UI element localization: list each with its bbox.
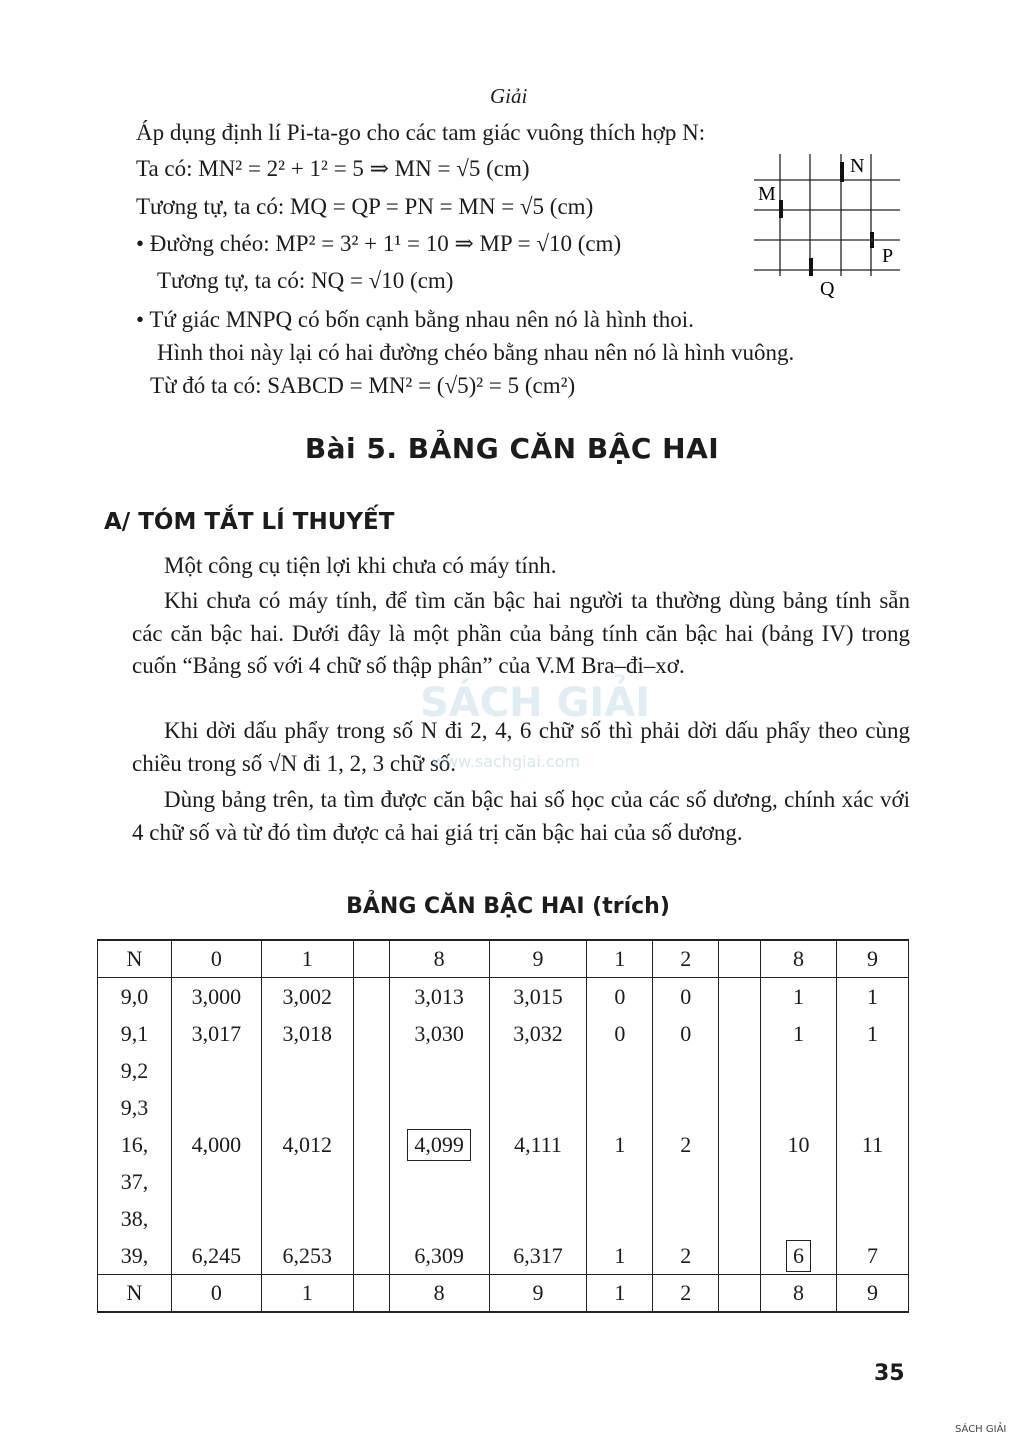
table-cell xyxy=(587,1163,653,1200)
table-cell: 3,030 xyxy=(389,1015,489,1052)
table-cell: 4,000 xyxy=(171,1126,261,1163)
table-cell: 3,018 xyxy=(261,1015,353,1052)
table-cell xyxy=(353,1163,389,1200)
table-cell xyxy=(261,1052,353,1089)
table-cell: 3,013 xyxy=(389,978,489,1016)
table-cell xyxy=(653,1052,719,1089)
table-cell xyxy=(489,1163,587,1200)
table-footer-cell: 9 xyxy=(489,1275,587,1313)
table-footer-cell xyxy=(719,1275,761,1313)
table-cell xyxy=(653,1089,719,1126)
solution-line-1: Áp dụng định lí Pi-ta-go cho các tam giác vuông thích hợp N: xyxy=(136,120,706,145)
table-cell xyxy=(719,1052,761,1089)
table-cell: 0 xyxy=(653,1015,719,1052)
table-cell xyxy=(389,1052,489,1089)
table-cell: 0 xyxy=(587,978,653,1016)
table-footer-cell: 2 xyxy=(653,1275,719,1313)
table-cell xyxy=(171,1089,261,1126)
table-cell xyxy=(719,1237,761,1275)
table-cell xyxy=(353,1089,389,1126)
watermark-url: www.sachgiai.com xyxy=(432,752,581,771)
table-footer-cell: 1 xyxy=(587,1275,653,1313)
table-cell: 1 xyxy=(837,1015,909,1052)
table-footer-cell xyxy=(353,1275,389,1313)
table-row xyxy=(98,1089,909,1126)
table-cell xyxy=(837,1200,909,1237)
table-row xyxy=(98,978,909,1016)
label-n: N xyxy=(850,155,865,177)
table-cell: 2 xyxy=(653,1126,719,1163)
paragraph-2: Khi chưa có máy tính, để tìm căn bậc hai người ta thường dùng bảng tính sẵn các căn bậc hai. Dưới đây là một phần của bảng tính căn bậc hai (bảng IV) trong cuốn “Bảng số với 4 chữ số thập phân” của V.M Bra–đi–xơ. xyxy=(132,588,910,678)
table-cell xyxy=(353,1126,389,1163)
table-cell xyxy=(353,1200,389,1237)
table-footer-cell: 8 xyxy=(389,1275,489,1313)
table-cell xyxy=(171,1052,261,1089)
table-cell xyxy=(353,978,389,1016)
grid-diagram xyxy=(750,152,910,302)
table-cell xyxy=(761,1200,837,1237)
table-cell: 2 xyxy=(653,1237,719,1275)
table-cell: 1 xyxy=(761,978,837,1016)
solution-line-8: Từ đó ta có: SABCD = MN² = (√5)² = 5 (cm²) xyxy=(150,373,576,398)
table-cell: 3,000 xyxy=(171,978,261,1016)
table-footer-cell: 8 xyxy=(761,1275,837,1313)
table-cell: 0 xyxy=(587,1015,653,1052)
paragraph-3: Khi dời dấu phẩy trong số N đi 2, 4, 6 chữ số thì phải dời dấu phẩy theo cùng chiều trong số √N đi 1, 2, 3 chữ số. xyxy=(132,718,910,776)
table-row xyxy=(98,1200,909,1237)
label-m: M xyxy=(758,183,776,205)
table-cell xyxy=(587,1052,653,1089)
table-cell: 9,2 xyxy=(98,1052,172,1089)
page-number: 35 xyxy=(874,1361,905,1386)
table-cell xyxy=(353,1052,389,1089)
table-header-cell: N xyxy=(98,940,172,978)
table-header-cell: 0 xyxy=(171,940,261,978)
table-header-cell: 1 xyxy=(261,940,353,978)
table-header-cell: 9 xyxy=(489,940,587,978)
table-cell xyxy=(261,1163,353,1200)
table-cell xyxy=(719,1126,761,1163)
table-cell xyxy=(761,1089,837,1126)
table-cell xyxy=(837,1052,909,1089)
table-footer-row xyxy=(98,1275,909,1313)
table-cell: 3,002 xyxy=(261,978,353,1016)
table-row xyxy=(98,1015,909,1052)
table-cell xyxy=(719,1089,761,1126)
table-cell: 3,015 xyxy=(489,978,587,1016)
table-cell xyxy=(389,1126,489,1163)
table-cell xyxy=(719,1015,761,1052)
table-header-cell xyxy=(353,940,389,978)
paragraph-1: Một công cụ tiện lợi khi chưa có máy tính. xyxy=(164,553,557,578)
label-p: P xyxy=(882,245,894,267)
table-header-cell: 8 xyxy=(761,940,837,978)
table-cell: 10 xyxy=(761,1126,837,1163)
table-footer-cell: 9 xyxy=(837,1275,909,1313)
table-cell xyxy=(837,1089,909,1126)
table-cell xyxy=(353,1237,389,1275)
table-cell xyxy=(587,1089,653,1126)
corner-logo: SÁCH GIẢI xyxy=(955,1424,1007,1435)
table-cell xyxy=(719,1163,761,1200)
section-heading: A/ TÓM TẮT LÍ THUYẾT xyxy=(104,509,395,535)
table-cell xyxy=(389,1200,489,1237)
table-footer-cell: 0 xyxy=(171,1275,261,1313)
table-footer-cell: 1 xyxy=(261,1275,353,1313)
watermark: SÁCH GIẢI xyxy=(420,680,651,726)
solution-line-3: Tương tự, ta có: MQ = QP = PN = MN = √5 (cm) xyxy=(136,194,594,219)
table-footer-cell: N xyxy=(98,1275,172,1313)
table-cell xyxy=(489,1052,587,1089)
table-row xyxy=(98,1052,909,1089)
table-cell: 7 xyxy=(837,1237,909,1275)
table-row xyxy=(98,1163,909,1200)
solution-line-2: Ta có: MN² = 2² + 1² = 5 ⇒ MN = √5 (cm) xyxy=(136,156,530,181)
table-cell xyxy=(761,1163,837,1200)
highlighted-value: 6 xyxy=(786,1240,811,1272)
table-cell xyxy=(171,1163,261,1200)
table-cell xyxy=(353,1015,389,1052)
table-cell: 37, xyxy=(98,1163,172,1200)
table-cell xyxy=(653,1200,719,1237)
table-cell: 11 xyxy=(837,1126,909,1163)
table-header-row xyxy=(98,940,909,978)
table-cell: 1 xyxy=(761,1015,837,1052)
table-cell: 6,245 xyxy=(171,1237,261,1275)
table-cell: 1 xyxy=(587,1237,653,1275)
table-cell: 38, xyxy=(98,1200,172,1237)
table-cell xyxy=(489,1200,587,1237)
lesson-title: Bài 5. BẢNG CĂN BẬC HAI xyxy=(304,432,720,465)
table-cell: 4,111 xyxy=(489,1126,587,1163)
table-header-cell: 9 xyxy=(837,940,909,978)
table-cell xyxy=(171,1200,261,1237)
table-header-cell xyxy=(719,940,761,978)
table-cell xyxy=(389,1163,489,1200)
table-cell: 39, xyxy=(98,1237,172,1275)
table-cell xyxy=(719,1200,761,1237)
table-cell xyxy=(719,978,761,1016)
square-root-table xyxy=(97,939,909,1313)
table-header-cell: 1 xyxy=(587,940,653,978)
highlighted-value: 4,099 xyxy=(407,1129,471,1161)
table-cell xyxy=(653,1163,719,1200)
solution-heading: Giải xyxy=(490,84,528,108)
table-cell xyxy=(761,1237,837,1275)
table-title: BẢNG CĂN BẬC HAI (trích) xyxy=(346,894,670,919)
table-cell: 9,0 xyxy=(98,978,172,1016)
table-cell: 0 xyxy=(653,978,719,1016)
label-q: Q xyxy=(820,278,835,300)
table-cell: 16, xyxy=(98,1126,172,1163)
table-header-cell: 2 xyxy=(653,940,719,978)
table-cell: 3,017 xyxy=(171,1015,261,1052)
table-cell: 6,317 xyxy=(489,1237,587,1275)
table-cell: 9,1 xyxy=(98,1015,172,1052)
table-row xyxy=(98,1126,909,1163)
table-cell xyxy=(389,1089,489,1126)
table-cell xyxy=(837,1163,909,1200)
table-cell xyxy=(489,1089,587,1126)
table-cell: 6,253 xyxy=(261,1237,353,1275)
solution-line-7: Hình thoi này lại có hai đường chéo bằng nhau nên nó là hình vuông. xyxy=(157,340,795,365)
table-cell xyxy=(587,1200,653,1237)
table-row xyxy=(98,1237,909,1275)
table-cell xyxy=(261,1200,353,1237)
table-cell xyxy=(261,1089,353,1126)
solution-line-6: • Tứ giác MNPQ có bốn cạnh bằng nhau nên nó là hình thoi. xyxy=(136,307,694,332)
table-cell: 3,032 xyxy=(489,1015,587,1052)
solution-line-4: • Đường chéo: MP² = 3² + 1¹ = 10 ⇒ MP = √10 (cm) xyxy=(136,231,622,256)
solution-line-5: Tương tự, ta có: NQ = √10 (cm) xyxy=(157,268,454,293)
table-header-cell: 8 xyxy=(389,940,489,978)
table-cell: 6,309 xyxy=(389,1237,489,1275)
table-cell: 9,3 xyxy=(98,1089,172,1126)
paragraph-4: Dùng bảng trên, ta tìm được căn bậc hai số học của các số dương, chính xác với 4 chữ số và từ đó tìm được cả hai giá trị căn bậc hai của số dương. xyxy=(132,787,910,845)
table-cell: 4,012 xyxy=(261,1126,353,1163)
table-cell: 1 xyxy=(587,1126,653,1163)
table-cell: 1 xyxy=(837,978,909,1016)
table-cell xyxy=(761,1052,837,1089)
